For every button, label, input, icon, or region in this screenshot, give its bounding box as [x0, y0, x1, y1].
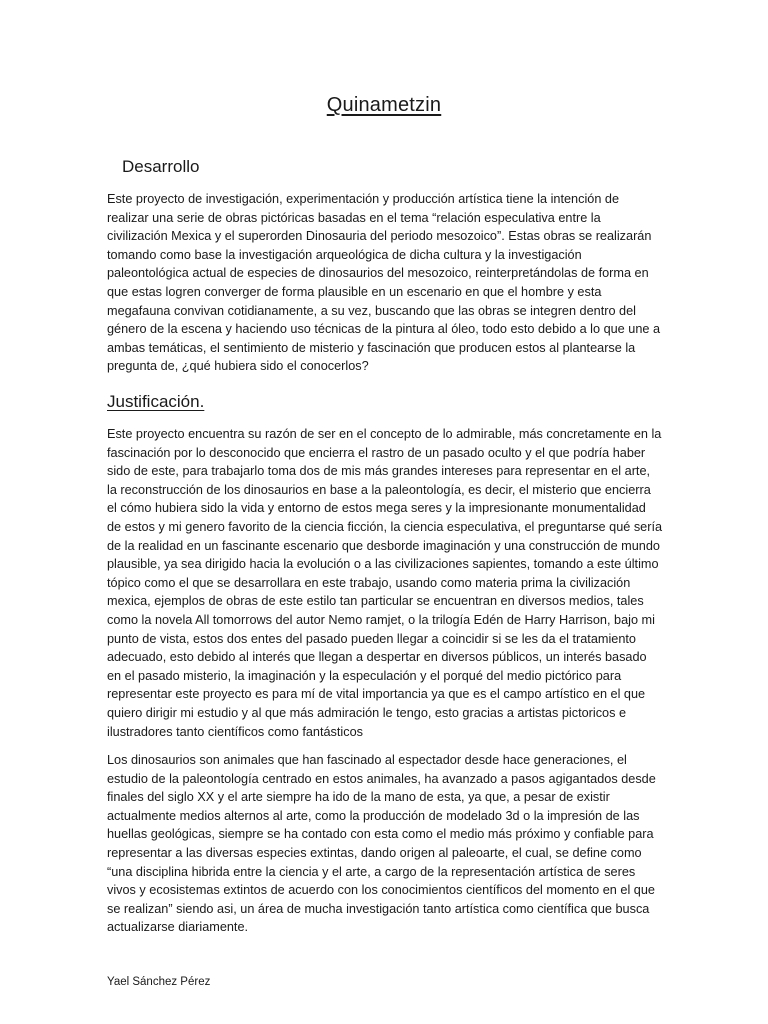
section-heading-desarrollo: Desarrollo — [122, 157, 200, 176]
paragraph-justificacion-1: Este proyecto encuentra su razón de ser en el concepto de lo admirable, más concretamente en la fascinación por lo desconocido que encierra el rastro de un pasado oculto y el que podría haber sido de este, para trabajarlo toma dos de mis más grandes intereses para representar en el arte, la reconstrucción de los dinosaurios en base a la paleontología, es decir, el misterio que encierra el cómo hubiera sido la vida y entorno de estos mega seres y la impresionante monumentalidad de estos y mi genero favorito de la ciencia ficción, la ciencia especulativa, el preguntarse qué sería de la realidad en un fascinante escenario que desborde imaginación y una construcción de mundo plausible, ya sea dirigido hacia la evolución o a las civilizaciones sapientes, tomando a este último tópico como el que se desarrollara en este trabajo, usando como materia prima la civilización mexica, ejemplos de obras de este estilo tan particular se encuentran en diversos medios, tales como la novela All tomorrows del autor Nemo ramjet, o la trilogía Edén de Harry Harrison, bajo mi punto de vista, estos dos entes del pasado pueden llegar a coincidir si se les da el tratamiento adecuado, esto debido al interés que llegan a despertar en diversos públicos, un interés basado en el pasado misterio, la imaginación y la especulación y el porqué del medio pictórico para representar este proyecto es para mí de vital importancia ya que es el campo artístico en el que quiero dirigir mi estudio y al que más admiración le tengo, esto gracias a artistas pictoricos e ilustradores tanto científicos como fantásticos — [107, 427, 663, 739]
paragraph-justificacion-2: Los dinosaurios son animales que han fascinado al espectador desde hace generaciones, el estudio de la paleontología centrado en estos animales, ha avanzado a pasos agigantados desde finales del siglo XX y el arte siempre ha ido de la mano de esta, ya que, a pesar de existir actualmente medios alternos al arte, como la producción de modelado 3d o la impresión de las huellas geológicas, siempre se ha contado con esta como el medio más próximo y confiable para representar a las diversas especies extintas, dando origen al paleoarte, el cual, se define como “una disciplina hibrida entre la ciencia y el arte, a cargo de la representación artística de seres vivos y ecosistemas extintos de acuerdo con los conocimientos científicos del momento en el que se realizan” siendo asi, un área de mucha investigación tanto artística como científica que busca actualizarse diariamente. — [107, 753, 656, 935]
page-footer-author: Yael Sánchez Pérez — [107, 976, 211, 988]
section-heading-justificacion: Justificación. — [107, 392, 205, 411]
paragraph-desarrollo: Este proyecto de investigación, experimentación y producción artística tiene la intención de realizar una serie de obras pictóricas basadas en el tema “relación especulativa entre la civilización Mexica y el superorden Dinosauria del periodo mesozoico”. Estas obras se realizarán tomando como base la investigación arqueológica de dicha cultura y la investigación paleontológica actual de especies de dinosaurios del mesozoico, reinterpretándolas de forma en que estas logren converger de forma plausible en un escenario en que el hombre y esta megafauna convivan cotidianamente, a su vez, buscando que las obras se integren dentro del género de la escena y haciendo uso técnicas de la pintura al óleo, todo esto debido a lo que une a ambas temáticas, el sentimiento de misterio y fascinación que producen estos al plantearse la pregunta de, ¿qué hubiera sido el conocerlos? — [107, 192, 661, 374]
document-title: Quinametzin — [326, 94, 442, 116]
